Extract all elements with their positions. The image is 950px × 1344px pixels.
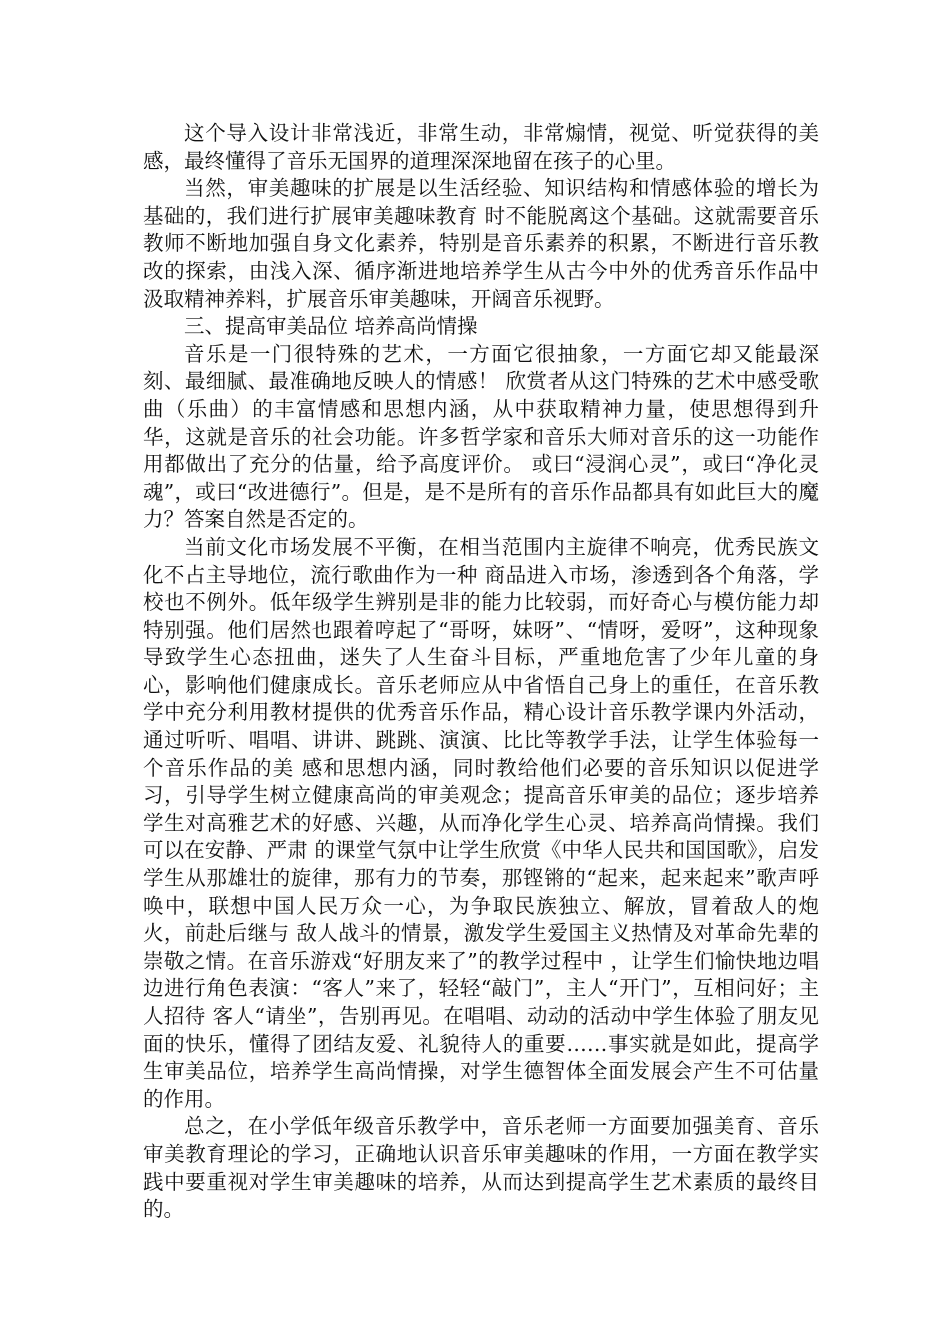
body-paragraph: 音乐是一门很特殊的艺术，一方面它很抽象，一方面它却又能最深刻、最细腻、最准确地反映人的情感！ 欣赏者从这门特殊的艺术中感受歌曲（乐曲）的丰富情感和思想内涵，从中获取精神力量，使思想得到升华，这就是音乐的社会功能。许多哲学家和音乐大师对音乐的这一功能作用都做出了充分的估量，给予高度评价。 或曰“浸润心灵”，或曰“净化灵魂”，或曰“改进德行”。但是，是不是所有的音乐作品都具有如此巨大的魔力？答案自然是否定的。 xyxy=(143,341,819,532)
body-paragraph: 当然，审美趣味的扩展是以生活经验、知识结构和情感体验的增长为基础的，我们进行扩展审美趣味教育 时不能脱离这个基础。这就需要音乐教师不断地加强自身文化素养，特别是音乐素养的积累，不断进行音乐教改的探索，由浅入深、循序渐进地培养学生从古今中外的优秀音乐作品中汲取精神养料，扩展音乐审美趣味，开阔音乐视野。 xyxy=(143,176,819,311)
body-paragraph: 这个导入设计非常浅近，非常生动，非常煽情，视觉、听觉获得的美感，最终懂得了音乐无国界的道理深深地留在孩子的心里。 xyxy=(143,121,819,173)
body-paragraph: 总之，在小学低年级音乐教学中，音乐老师一方面要加强美育、音乐审美教育理论的学习，正确地认识音乐审美趣味的作用，一方面在教学实践中要重视对学生审美趣味的培养，从而达到提高学生艺术素质的最终目的。 xyxy=(143,1114,819,1222)
section-heading: 三、提高审美品位 培养高尚情操 xyxy=(184,314,478,339)
document-page xyxy=(143,120,819,1224)
body-paragraph: 当前文化市场发展不平衡，在相当范围内主旋律不响亮，优秀民族文化不占主导地位，流行歌曲作为一种 商品进入市场，渗透到各个角落，学校也不例外。低年级学生辨别是非的能力比较弱，而好奇心与模仿能力却特别强。他们居然也跟着哼起了“哥呀，妹呀”、“情呀，爱呀”，这种现象导致学生心态扭曲，迷失了人生奋斗目标，严重地危害了少年儿童的身心，影响他们健康成长。音乐老师应从中省悟自己身上的重任，在音乐教学中充分利用教材提供的优秀音乐作品，精心设计音乐教学课内外活动，通过听听、唱唱、讲讲、跳跳、演演、比比等教学手法，让学生体验每一个音乐作品的美 感和思想内涵，同时教给他们必要的音乐知识以促进学习，引导学生树立健康高尚的审美观念；提高音乐审美的品位；逐步培养学生对高雅艺术的好感、兴趣，从而净化学生心灵、培养高尚情操。我们可以在安静、严肃 的课堂气氛中让学生欣赏《中华人民共和国国歌》，启发学生从那雄壮的旋律，那有力的节奏，那铿锵的“起来，起来起来”歌声呼唤中，联想中国人民万众一心，为争取民族独立、解放，冒着敌人的炮火，前赴后继与 敌人战斗的情景，激发学生爱国主义热情及对革命先辈的崇敬之情。在音乐游戏“好朋友来了”的教学过程中 ，让学生们愉快地边唱边进行角色表演：“客人”来了，轻轻“敲门”，主人“开门”，互相问好；主人招待 客人“请坐”，告别再见。在唱唱、动动的活动中学生体验了朋友见面的快乐，懂得了团结友爱、礼貌待人的重要……事实就是如此，提高学生审美品位，培养学生高尚情操，对学生德智体全面发展会产生不可估量的作用。 xyxy=(143,534,819,1111)
